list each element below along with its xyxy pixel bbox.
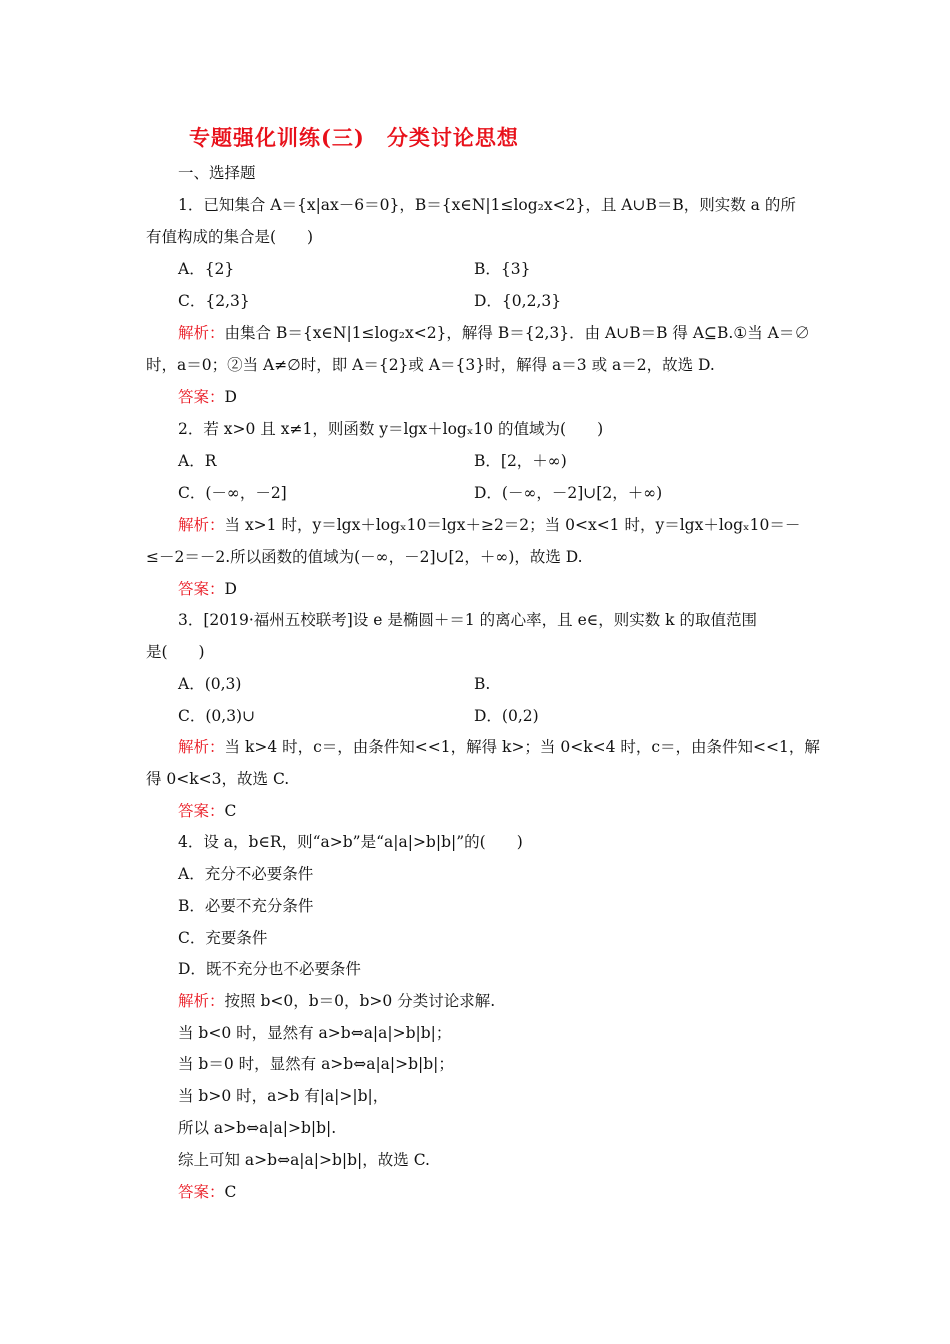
solution-label: 解析： [178, 992, 225, 1010]
q3-solution-line2: 得 0<k<3，故选 C. [146, 770, 290, 788]
q4-option-b: B．必要不充分条件 [178, 897, 314, 915]
answer-label: 答案： [178, 580, 225, 598]
q4-option-a: A．充分不必要条件 [178, 865, 314, 883]
q1-option-c: C．{2,3} [178, 292, 250, 310]
q3-stem-line1: 3．[2019·福州五校联考]设 e 是椭圆＋＝1 的离心率，且 e∈，则实数 k 的取值范围 [178, 611, 757, 629]
q1-solution-text: 由集合 B＝{x∈N|1≤log₂x<2}，解得 B＝{2,3}．由 A∪B＝B 得 A⊆B.①当 A＝∅ [224, 324, 810, 342]
q2-option-d: D．(－∞，－2]∪[2，＋∞) [474, 484, 663, 502]
q1-answer [178, 387, 237, 407]
q2-solution-text: 当 x>1 时，y＝lgx＋logₓ10＝lgx＋≥2＝2；当 0<x<1 时，y＝lgx＋logₓ10＝－ [224, 516, 801, 534]
q2-answer [178, 579, 237, 599]
q3-answer-value: C [224, 802, 237, 820]
q2-answer-value: D [224, 580, 237, 598]
q1-option-d: D．{0,2,3} [474, 292, 562, 310]
q2-solution-line2: ≤－2＝－2.所以函数的值域为(－∞，－2]∪[2，＋∞)，故选 D. [146, 548, 583, 566]
q1-stem-line1: 1．已知集合 A＝{x|ax－6＝0}，B＝{x∈N|1≤log₂x<2}，且 A∪B＝B，则实数 a 的所 [178, 196, 796, 214]
q4-solution-line4: 当 b>0 时，a>b 有|a|>|b|， [178, 1087, 389, 1105]
q4-answer-value: C [224, 1183, 237, 1201]
q4-option-c: C．充要条件 [178, 929, 268, 947]
q1-option-a: A．{2} [178, 260, 235, 278]
q4-solution-line2: 当 b<0 时，显然有 a>b⇔a|a|>b|b|； [178, 1024, 452, 1042]
q4-solution-line5: 所以 a>b⇔a|a|>b|b|. [178, 1119, 337, 1137]
q4-solution-line1 [178, 991, 495, 1011]
q3-answer [178, 801, 236, 821]
q4-answer [178, 1182, 236, 1202]
q3-option-c: C．(0,3)∪ [178, 707, 256, 725]
q3-option-d: D．(0,2) [474, 707, 539, 725]
answer-label: 答案： [178, 802, 225, 820]
q1-answer-value: D [224, 388, 237, 406]
q1-option-b: B．{3} [474, 260, 531, 278]
section-heading: 一、选择题 [178, 164, 256, 182]
q3-solution-line1 [178, 737, 820, 757]
q1-solution-line1 [178, 323, 810, 343]
answer-label: 答案： [178, 388, 225, 406]
page-title: 专题强化训练(三) 分类讨论思想 [189, 125, 519, 150]
q1-solution-line2: 时，a＝0；②当 A≠∅时，即 A＝{2}或 A＝{3}时，解得 a＝3 或 a＝2，故选 D. [146, 356, 715, 374]
q4-solution-line3: 当 b＝0 时，显然有 a>b⇔a|a|>b|b|； [178, 1055, 454, 1073]
q4-option-d: D．既不充分也不必要条件 [178, 960, 361, 978]
q4-stem-line1: 4．设 a，b∈R，则“a>b”是“a|a|>b|b|”的( ) [178, 833, 523, 851]
q4-solution-line6: 综上可知 a>b⇔a|a|>b|b|，故选 C. [178, 1151, 430, 1169]
q3-solution-text: 当 k>4 时，c＝，由条件知<<1，解得 k>；当 0<k<4 时，c＝，由条件知<<1，解 [224, 738, 820, 756]
q2-option-c: C．(－∞，－2] [178, 484, 287, 502]
solution-label: 解析： [178, 516, 225, 534]
q4-solution-text: 按照 b<0，b＝0，b>0 分类讨论求解. [224, 992, 496, 1010]
q2-stem-line1: 2．若 x>0 且 x≠1，则函数 y＝lgx＋logₓ10 的值域为( ) [178, 420, 604, 438]
q2-solution-line1 [178, 515, 800, 535]
solution-label: 解析： [178, 324, 225, 342]
q3-option-a: A．(0,3) [178, 675, 242, 693]
q3-option-b: B. [474, 675, 491, 693]
solution-label: 解析： [178, 738, 225, 756]
q2-option-b: B．[2，＋∞) [474, 452, 567, 470]
q3-stem-line2: 是( ) [146, 643, 205, 661]
q1-stem-line2: 有值构成的集合是( ) [146, 228, 314, 246]
answer-label: 答案： [178, 1183, 225, 1201]
q2-option-a: A．R [178, 452, 217, 470]
